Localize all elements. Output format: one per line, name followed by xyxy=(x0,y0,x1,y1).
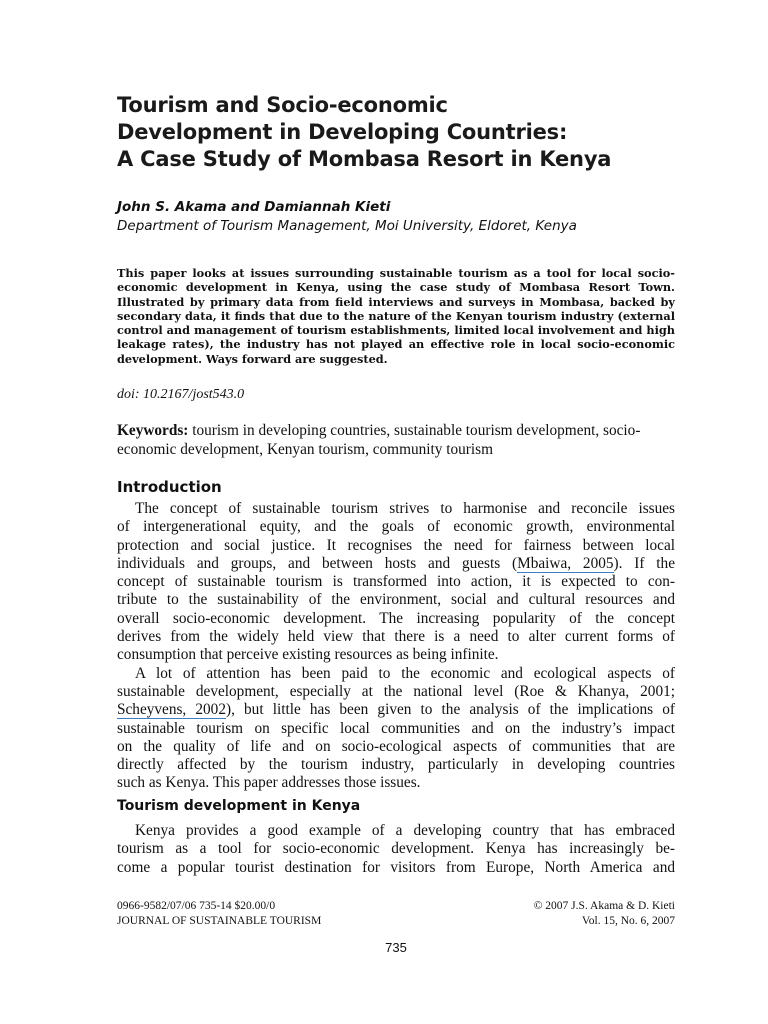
section-heading-tourism-development: Tourism development in Kenya xyxy=(117,798,361,814)
abstract: This paper looks at issues surrounding sustainable tourism as a tool for local socio-economic development in Kenya, using the case study of Mombasa Resort Town. Illustrated by primary data from field interviews and surveys in Mombasa, backed by secondary data, it finds that due to the nature of the Kenyan tourism industry (external control and management of tourism establishments, limited local involvement and high leakage rates), the industry has not played an effective role in local socio-economic development. Ways forward are suggested. xyxy=(117,266,675,366)
text-line: on the quality of life and on socio-ecological aspects of communities that are xyxy=(117,737,675,755)
authors: John S. Akama and Damiannah Kieti xyxy=(117,199,391,215)
text-line: tourism as a tool for socio-economic development. Kenya has increasingly be- xyxy=(117,840,675,858)
citation-link-mbaiwa[interactable]: Mbaiwa, 2005 xyxy=(517,554,614,572)
introduction-heading: Introduction xyxy=(117,478,222,496)
text-line xyxy=(117,701,675,719)
paper-title xyxy=(117,92,677,173)
tourism-development-body xyxy=(117,822,675,877)
text-line: directly affected by the tourism industry, particularly in developing countries xyxy=(117,756,675,774)
title-line: Development in Developing Countries: xyxy=(117,120,568,144)
keywords xyxy=(117,422,675,459)
text-line: A lot of attention has been paid to the economic and ecological aspects of xyxy=(135,664,675,682)
text-line: sustainable tourism on specific local communities and on the industry’s impact xyxy=(117,719,675,737)
text-line: sustainable development, especially at the national level (Roe & Khanya, 2001; xyxy=(117,682,675,700)
volume-info: Vol. 15, No. 6, 2007 xyxy=(581,915,675,927)
keywords-label: Keywords: xyxy=(117,422,189,439)
journal-name: JOURNAL OF SUSTAINABLE TOURISM xyxy=(117,915,322,927)
text-line: The concept of sustainable tourism strives to harmonise and reconcile issues xyxy=(135,500,675,517)
text-line: of intergenerational equity, and the goals of economic growth, environmental xyxy=(117,518,675,536)
text-line xyxy=(117,555,675,573)
introduction-body xyxy=(117,500,675,793)
text-line: consumption that perceive existing resources as being infinite. xyxy=(117,646,499,664)
text-line: come a popular tourist destination for visitors from Europe, North America and xyxy=(117,858,675,876)
doi: doi: 10.2167/jost543.0 xyxy=(117,387,245,402)
text-line: Kenya provides a good example of a developing country that has embraced xyxy=(135,822,675,839)
text-fragment: ). If the xyxy=(613,554,675,572)
text-line: derives from the widely held view that there is a need to alter current forms of xyxy=(117,628,675,646)
footer-right xyxy=(534,899,675,929)
text-line: protection and social justice. It recognises the need for fairness between local xyxy=(117,536,675,554)
text-line: such as Kenya. This paper addresses those issues. xyxy=(117,774,421,792)
page-number: 735 xyxy=(385,940,407,955)
copyright: © 2007 J.S. Akama & D. Kieti xyxy=(533,900,675,912)
title-line: A Case Study of Mombasa Resort in Kenya xyxy=(117,147,612,171)
text-line: concept of sustainable tourism is transformed into action, it is expected to con- xyxy=(117,573,675,591)
affiliation: Department of Tourism Management, Moi University, Eldoret, Kenya xyxy=(117,218,577,234)
keywords-text: tourism in developing countries, sustainable tourism development, socio-economic development, Kenyan tourism, community tourism xyxy=(117,422,641,458)
citation-link-scheyvens[interactable]: Scheyvens, 2002 xyxy=(117,701,226,719)
text-fragment: individuals and groups, and between hosts and guests ( xyxy=(117,554,518,572)
text-line: overall socio-economic development. The increasing popularity of the concept xyxy=(117,609,675,627)
text-line: tribute to the sustainability of the environment, social and cultural resources and xyxy=(117,591,675,609)
issn: 0966-9582/07/06 735-14 $20.00/0 xyxy=(117,900,276,912)
footer-left xyxy=(117,899,321,929)
title-line: Tourism and Socio-economic xyxy=(117,93,448,117)
text-fragment: ), but little has been given to the analysis of the implications of xyxy=(225,701,675,719)
